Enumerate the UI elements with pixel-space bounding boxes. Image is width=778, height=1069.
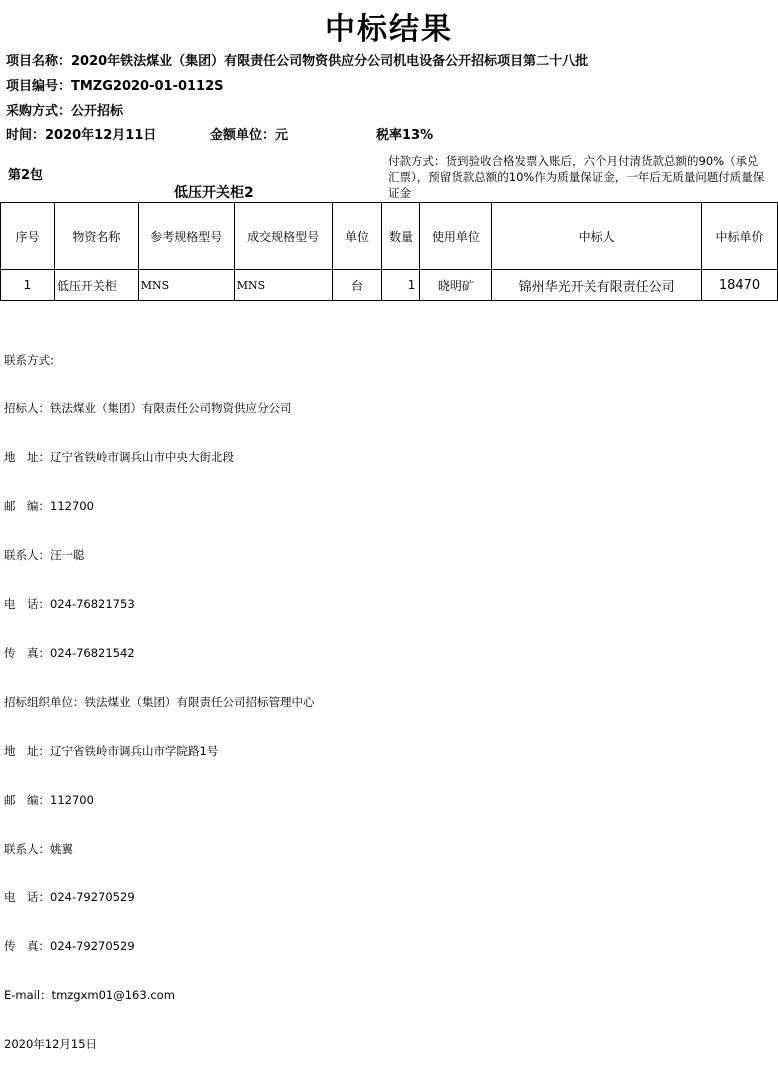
cell-user-unit: 晓明矿 (420, 270, 492, 301)
contact-line: 地 址：辽宁省铁岭市调兵山市中央大街北段 (4, 450, 234, 465)
bid-result-table (0, 202, 778, 301)
cell-quantity: 1 (382, 270, 420, 301)
cell-index: 1 (1, 270, 55, 301)
contact-line: 邮 编：112700 (4, 792, 94, 807)
announcement-time: 时间：2020年12月11日 (6, 128, 157, 143)
payment-terms: 付款方式：货到验收合格发票入账后，六个月付清货款总额的90%（承兑汇票），预留货款总额的10%作为质量保证金，一年后无质量问题付质量保证金 (388, 154, 765, 200)
cell-unit: 台 (332, 270, 382, 301)
contact-line: 电 话：024-76821753 (4, 597, 135, 612)
cell-reference-spec: MNS (138, 270, 234, 301)
publish-date: 2020年12月15日 (4, 1037, 98, 1052)
contact-line: 招标人：铁法煤业（集团）有限责任公司物资供应分公司 (4, 401, 292, 416)
contact-line: 联系方式: (4, 352, 54, 367)
table-header-row (1, 203, 778, 270)
column-header: 序号 (1, 203, 55, 270)
column-header: 中标单价 (701, 203, 777, 270)
page-title: 中标结果 (325, 12, 453, 47)
column-header: 参考规格型号 (138, 203, 234, 270)
contact-line: 传 真：024-79270529 (4, 939, 135, 954)
cell-winning-bidder: 锦州华光开关有限责任公司 (492, 270, 702, 301)
contact-line: 邮 编：112700 (4, 499, 94, 514)
procurement-method: 采购方式：公开招标 (6, 104, 124, 119)
currency-unit: 金额单位：元 (210, 128, 289, 143)
column-header: 中标人 (492, 203, 702, 270)
package-label: 第2包 (8, 168, 44, 183)
contact-line: 招标组织单位：铁法煤业（集团）有限责任公司招标管理中心 (4, 694, 315, 709)
contact-info (4, 319, 315, 1069)
cell-unit-price: 18470 (701, 270, 777, 301)
table-row (1, 270, 778, 301)
contact-line: 联系人：汪一聪 (4, 548, 85, 563)
tax-rate: 税率13% (376, 128, 434, 143)
cell-material-name: 低压开关柜 (54, 270, 138, 301)
contact-line: 电 话：024-79270529 (4, 890, 135, 905)
column-header: 单位 (332, 203, 382, 270)
contact-email: E-mail：tmzgxm01@163.com (4, 988, 175, 1003)
contact-line: 联系人：姚翼 (4, 841, 73, 856)
column-header: 成交规格型号 (234, 203, 332, 270)
contact-line: 地 址：辽宁省铁岭市调兵山市学院路1号 (4, 743, 219, 758)
project-code: 项目编号：TMZG2020-01-0112S (6, 79, 224, 94)
column-header: 数量 (382, 203, 420, 270)
column-header: 物资名称 (54, 203, 138, 270)
cell-deal-spec: MNS (234, 270, 332, 301)
item-title: 低压开关柜2 (174, 185, 254, 201)
column-header: 使用单位 (420, 203, 492, 270)
project-name: 项目名称：2020年铁法煤业（集团）有限责任公司物资供应分公司机电设备公开招标项目第二十八批 (6, 54, 589, 69)
contact-line: 传 真：024-76821542 (4, 645, 135, 660)
